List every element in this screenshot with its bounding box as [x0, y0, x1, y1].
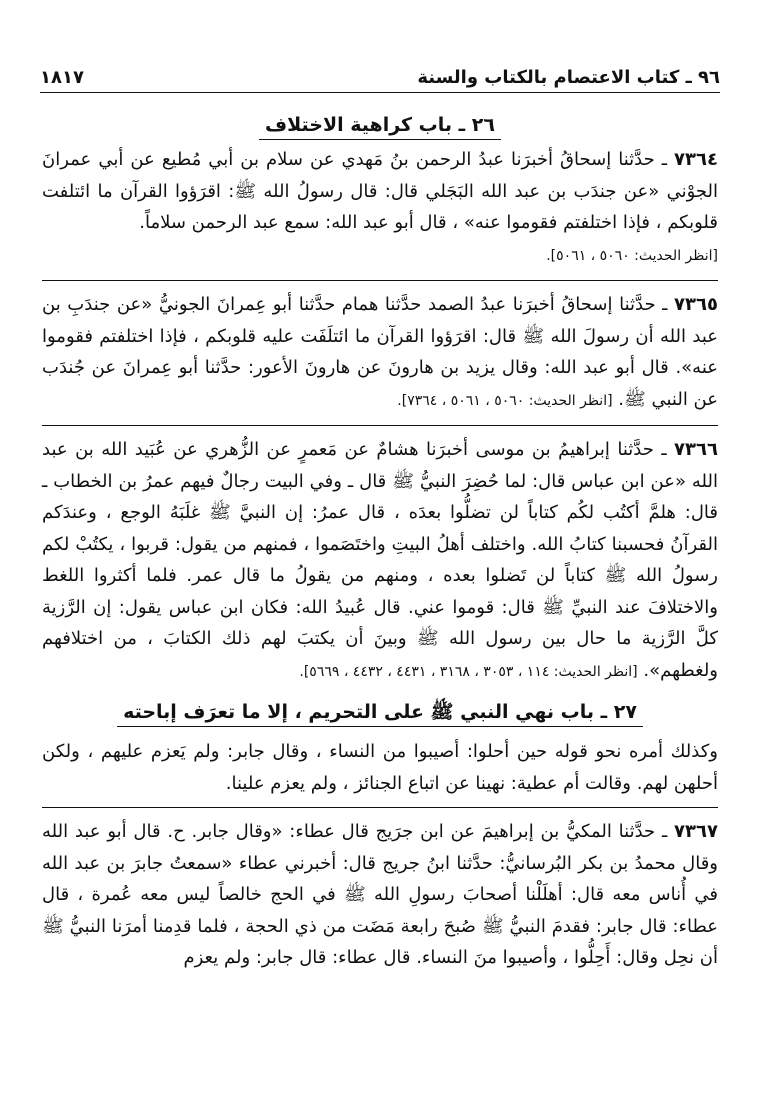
chapter-27-title: ٢٧ ـ باب نهي النبي ﷺ على التحريم ، إلا ما تعرَف إباحته: [117, 701, 643, 727]
hadith-7365: [42, 289, 718, 417]
running-head: [40, 62, 720, 93]
running-head-title: ٩٦ ـ كتاب الاعتصام بالكتاب والسنة: [417, 67, 720, 88]
hadith-7367: [42, 816, 718, 974]
hadith-reference: [انظر الحديث: ٥٠٦٠ ، ٥٠٦١ ، ٧٣٦٤].: [397, 392, 613, 409]
hadith-7366: [42, 434, 718, 688]
hadith-reference: [انظر الحديث: ٥٠٦٠ ، ٥٠٦١].: [546, 247, 718, 264]
separator-line: [42, 425, 718, 426]
hadith-text: ـ حدَّثنا المكيُّ بن إبراهيمَ عن ابن جرَيج قال عطاء: «وقال جابر. ح. قال أبو عبد الله وقال محمدُ بن بكر البُرسانيُّ: حدَّثنا ابنُ جريج قال: أخبرني عطاء «سمعتُ جابرَ بن عبد الله في أُناس معه قال: أهلَلْنا أصحابَ رسولِ الله ﷺ في الحج خالصاً ليس معه عُمرة ، قال عطاء: قال جابر: فقدمَ النبيُّ ﷺ صُبحَ رابعة مَضَت من ذي الحجة ، فلما قدِمنا أمرَنا النبيُّ ﷺ أن نحِل وقال: أَحِلُّوا ، وأصيبوا منَ النساء. قال عطاء: قال جابر: ولم يعزم: [42, 821, 718, 968]
hadith-reference: [انظر الحديث: ١١٤ ، ٣٠٥٣ ، ٣١٦٨ ، ٤٤٣١ ، ٤٤٣٢ ، ٥٦٦٩].: [299, 663, 638, 680]
hadith-text: ـ حدَّثنا إسحاقُ أخبرَنا عبدُ الصمد حدَّثنا همام حدَّثنا أبو عِمرانَ الجونيُّ «عن جندَبِ بن عبد الله أن رسولَ الله ﷺ قال: اقرَؤوا القرآن ما ائتلَفَت عليه قلوبكم ، فإذا اختلفتم فقوموا عنه». قال أبو عبد الله: وقال يزيد بن هارونَ عن هارونَ الأعور: حدَّثنا أبو عِمرانَ عن جُندَب عن النبي ﷺ.: [42, 294, 718, 410]
chapter-26-heading: [42, 114, 718, 136]
chapter-26-title: ٢٦ ـ باب كراهية الاختلاف: [259, 114, 501, 140]
page-number: ١٨١٧: [40, 67, 84, 88]
chapter-27-heading: [42, 700, 718, 728]
separator-line: [42, 807, 718, 808]
hadith-number: ٧٣٦٥: [674, 294, 718, 315]
hadith-text: ـ حدَّثنا إسحاقُ أخبرَنا عبدُ الرحمن بنُ مَهدي عن سلام بن أبي مُطيع عن أبي عمرانَ الجوْني «عن جندَب بن عبد الله البَجَلي قال: قال رسولُ الله ﷺ: اقرَؤوا القرآن ما ائتلفت قلوبكم ، فإذا اختلفتم فقوموا عنه» ، قال أبو عبد الله: سمع عبد الرحمن سلاماً.: [42, 149, 718, 233]
separator-line: [42, 280, 718, 281]
page-body: [42, 108, 718, 974]
hadith-number: ٧٣٦٦: [674, 439, 718, 460]
chapter-27-intro: وكذلك أمره نحو قوله حين أحلوا: أصيبوا من النساء ، وقال جابر: ولم يَعزم عليهم ، ولكن أحلهن لهم. وقالت أم عطية: نهينا عن اتباع الجنائز ، ولم يعزم علينا.: [42, 741, 718, 794]
hadith-text: ـ حدَّثنا إبراهيمُ بن موسى أخبرَنا هشامٌ عن مَعمرٍ عن الزُّهري عن عُبَيد الله بن عبد الله «عن ابن عباس قال: لما حُضِرَ النبيُّ ﷺ قال ـ وفي البيت رجالٌ فيهم عمرُ بن الخطاب ـ قال: هلمَّ أكتُب لكُم كتاباً لن تضلُّوا بعدَه ، قال عمرُ: إن النبيَّ ﷺ غلَبَهُ الوجع ، وعندَكم القرآنُ فحسبنا كتابُ الله. واختلف أهلُ البيتِ واختَصَموا ، فمنهم من يقول: قربوا ، يكتُبْ لكم رسولُ الله ﷺ كتاباً لن تَضلوا بعده ، ومنهم من يقولُ ما قال عمر. فلما أكثروا اللغط والاختلافَ عند النبيِّ ﷺ قال: قوموا عني. قال عُبيدُ الله: فكان ابن عباس يقول: إن الرَّزية كلَّ الرَّزية ما حال بين رسول الله ﷺ وبينَ أن يكتبَ لهم ذلك الكتابَ ، من اختلافهم ولغطهم».: [42, 439, 718, 681]
hadith-number: ٧٣٦٤: [674, 149, 718, 170]
hadith-number: ٧٣٦٧: [674, 821, 718, 842]
hadith-7364: [42, 144, 718, 272]
